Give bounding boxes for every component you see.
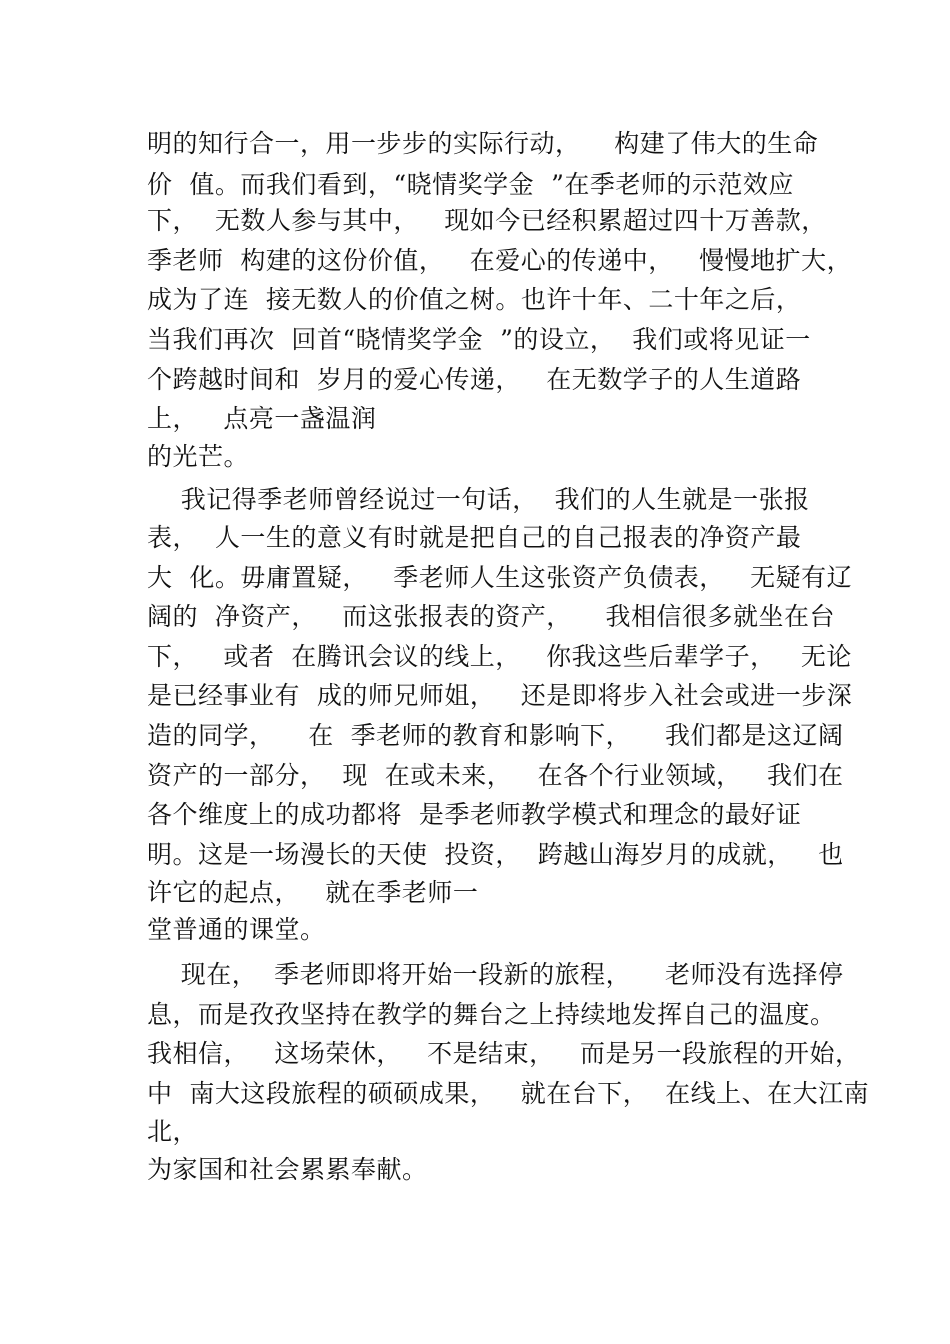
text-line: 许它的起点， 就在季老师一	[147, 878, 479, 907]
text-line: 资产的一部分， 现 在或未来， 在各个行业领域， 我们在	[147, 761, 844, 790]
text-line: 表， 人一生的意义有时就是把自己的自己报表的净资产最	[147, 523, 802, 552]
text-line: 价 值。而我们看到，“晓情奖学金 ”在季老师的示范效应	[147, 170, 794, 199]
text-line: 的光芒。	[147, 442, 250, 471]
text-line: 各个维度上的成功都将 是季老师教学模式和理念的最好证	[147, 800, 802, 829]
text-line: 现在， 季老师即将开始一段新的旅程， 老师没有选择停	[147, 960, 844, 989]
text-line: 明的知行合一，用一步步的实际行动， 构建了伟大的生命	[147, 129, 819, 158]
text-line: 造的同学， 在 季老师的教育和影响下， 我们都是这辽阔	[147, 721, 844, 750]
text-line: 是已经事业有 成的师兄师姐， 还是即将步入社会或进一步深	[147, 681, 853, 710]
text-line: 息，而是孜孜坚持在教学的舞台之上持续地发挥自己的温度。	[147, 1000, 836, 1029]
text-line: 大 化。毋庸置疑， 季老师人生这张资产负债表， 无疑有辽	[147, 563, 853, 592]
text-line: 阔的 净资产， 而这张报表的资产， 我相信很多就坐在台	[147, 602, 836, 631]
text-line: 上， 点亮一盏温润	[147, 404, 377, 433]
text-line: 明。这是一场漫长的天使 投资， 跨越山海岁月的成就， 也	[147, 840, 844, 869]
text-line: 为家国和社会累累奉献。	[147, 1155, 428, 1184]
text-line: 我相信， 这场荣休， 不是结束， 而是另一段旅程的开始，	[147, 1039, 861, 1068]
text-line: 中 南大这段旅程的硕硕成果， 就在台下， 在线上、在大江南	[147, 1079, 870, 1108]
text-line: 堂普通的课堂。	[147, 915, 326, 944]
text-line: 当我们再次 回首“晓情奖学金 ”的设立， 我们或将见证一	[147, 325, 811, 354]
text-line: 季老师 构建的这份价值， 在爱心的传递中， 慢慢地扩大，	[147, 246, 853, 275]
text-line: 成为了连 接无数人的价值之树。也许十年、二十年之后，	[147, 285, 802, 314]
text-line: 个跨越时间和 岁月的爱心传递， 在无数学子的人生道路	[147, 365, 802, 394]
text-line: 下， 或者 在腾讯会议的线上， 你我这些后辈学子， 无论	[147, 642, 852, 671]
text-line: 下， 无数人参与其中， 现如今已经积累超过四十万善款，	[147, 206, 827, 235]
text-line: 我记得季老师曾经说过一句话， 我们的人生就是一张报	[147, 485, 810, 514]
text-line: 北，	[147, 1117, 199, 1146]
